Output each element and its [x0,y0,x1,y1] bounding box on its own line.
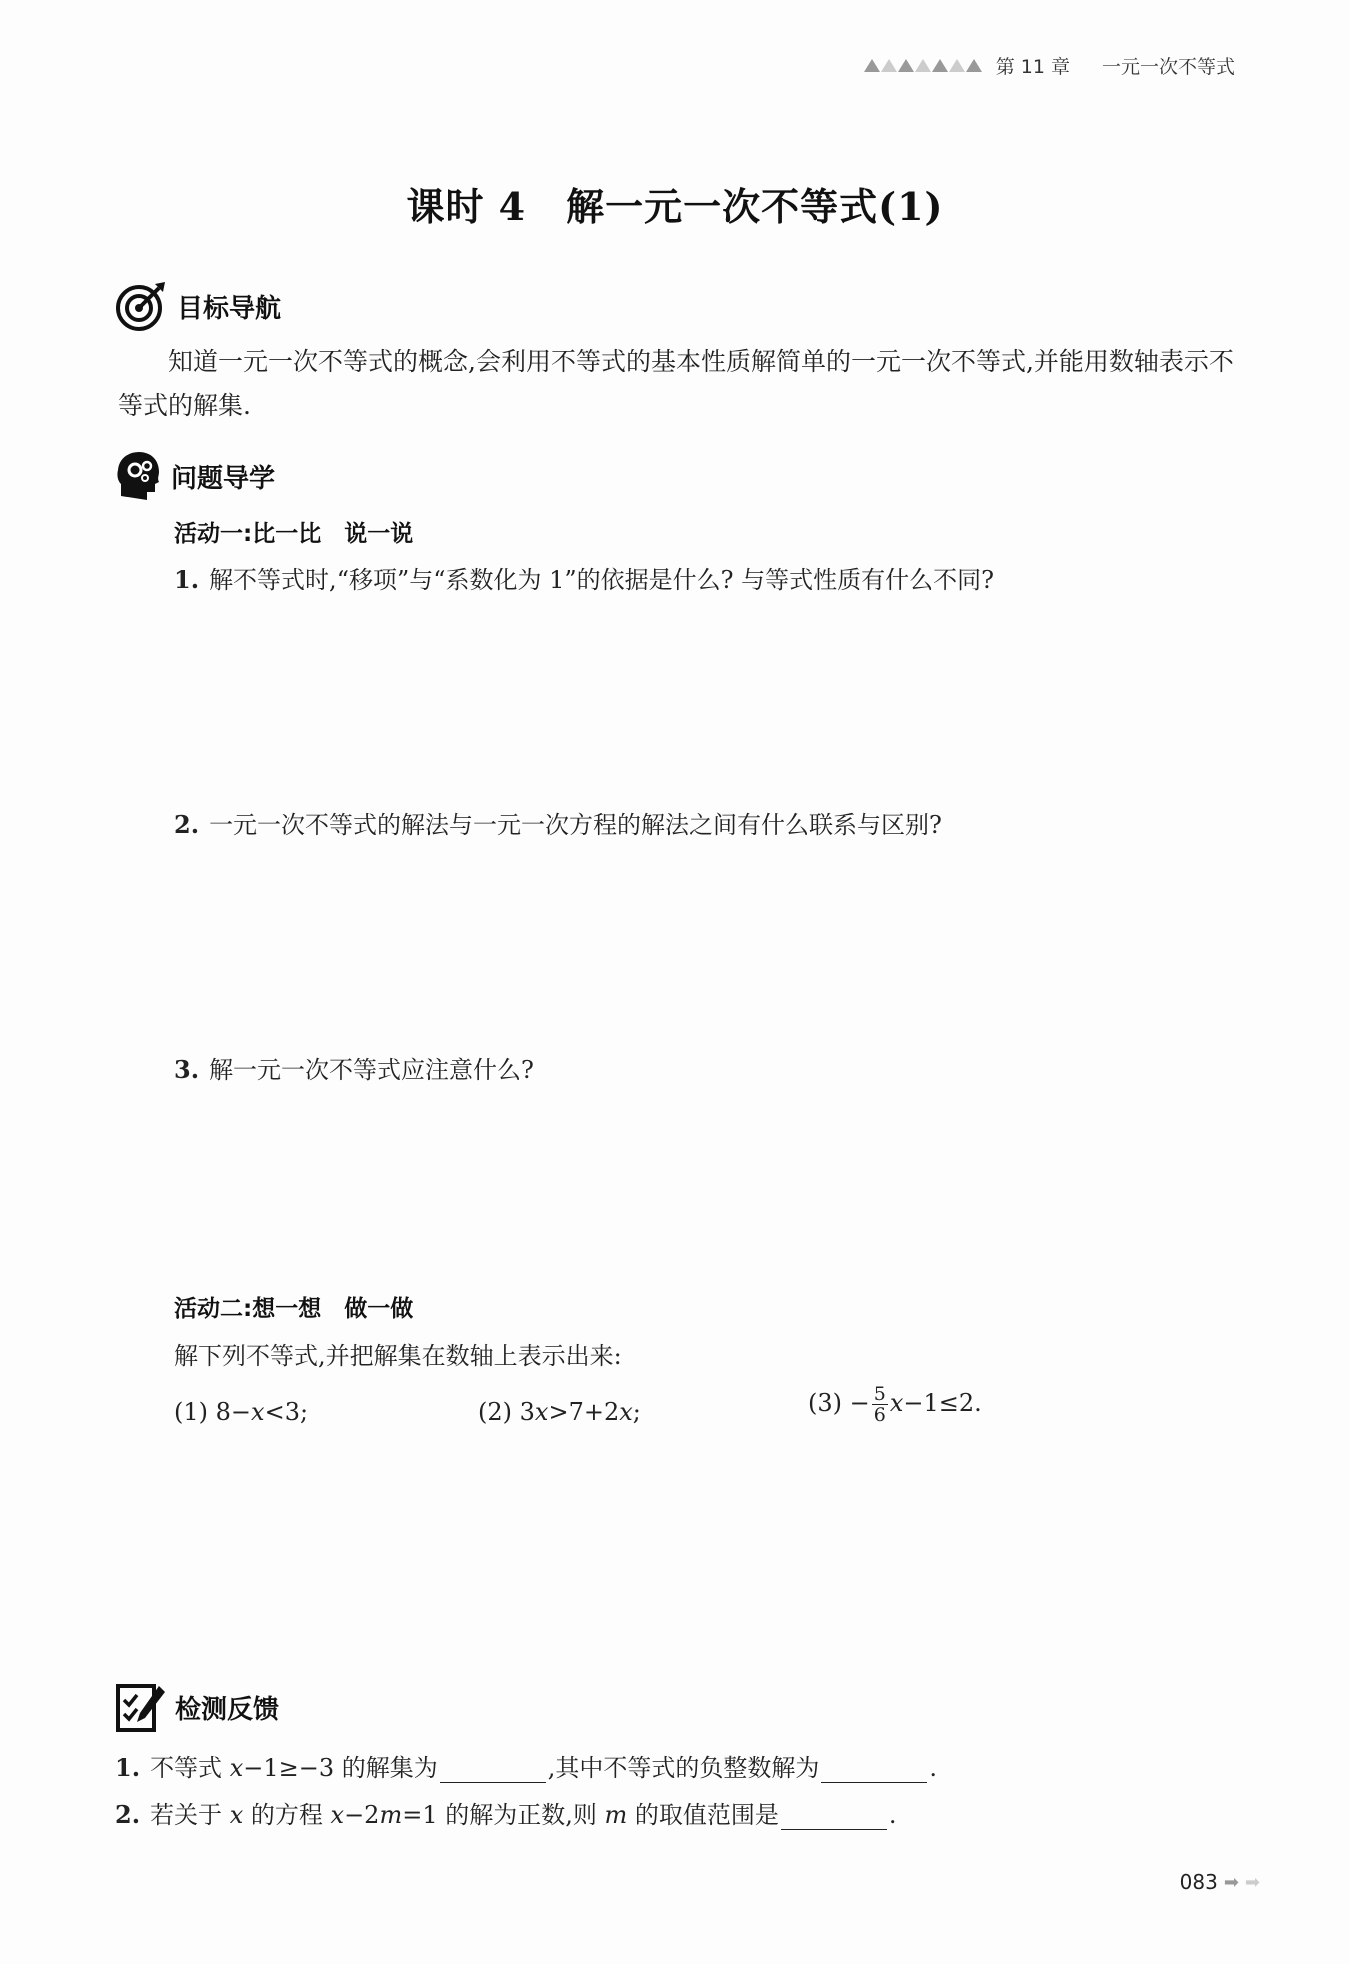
chapter-number: 第 11 章 [995,56,1070,78]
lesson-number: 课时 4 [406,184,527,229]
activity2-instruction: 解下列不等式,并把解集在数轴上表示出来: [174,1342,622,1370]
arrow-right-icon: ➡ [1223,1871,1239,1893]
fraction: $\frac{5}{6}$ [873,1383,886,1426]
page-number: 083 ➡ ➡ [1179,1870,1260,1894]
goal-heading-text: 目标导航 [177,293,282,324]
target-icon [115,280,167,332]
feedback-item-1: 1. 不等式 x−1≥−3 的解集为 ,其中不等式的负整数解为 . [115,1753,938,1782]
problem-1: (1) 8−x<3; [174,1398,309,1426]
head-gear-icon [115,450,161,502]
arrow-right-icon: ➡ [1244,1871,1260,1893]
feedback-item-2: 2. 若关于 x 的方程 x−2m=1 的解为正数,则 m 的取值范围是 . [115,1800,897,1829]
problem-3: (3) − $\frac{5}{6}$ x−1≤2. [808,1383,982,1426]
lesson-title [0,176,1350,231]
feedback-heading [115,1680,279,1734]
chapter-title: 一元一次不等式 [1101,56,1235,78]
answer-blank[interactable] [781,1803,887,1830]
activity1-title: 活动一:比一比 说一说 [174,521,414,547]
feedback-heading-text: 检测反馈 [175,1694,280,1725]
answer-blank[interactable] [440,1756,546,1783]
checklist-pen-icon [115,1680,165,1734]
activity2-title: 活动二:想一想 做一做 [174,1296,414,1322]
question-3: 3. 解一元一次不等式应注意什么? [174,1055,534,1084]
triangle-decoration-icon [864,59,982,72]
guide-heading-text: 问题导学 [171,463,276,494]
lesson-name: 解一元一次不等式(1) [566,184,944,229]
question-2: 2. 一元一次不等式的解法与一元一次方程的解法之间有什么联系与区别? [174,810,942,839]
goal-heading [115,280,281,332]
goal-text: 知道一元一次不等式的概念,会利用不等式的基本性质解简单的一元一次不等式,并能用数轴表示不等式的解集. [118,347,1234,420]
question-1: 1. 解不等式时,“移项”与“系数化为 1”的依据是什么? 与等式性质有什么不同? [174,565,995,594]
running-header [864,52,1235,79]
guide-heading [115,450,275,502]
problem-2: (2) 3x>7+2x; [478,1398,641,1426]
answer-blank[interactable] [821,1756,927,1783]
